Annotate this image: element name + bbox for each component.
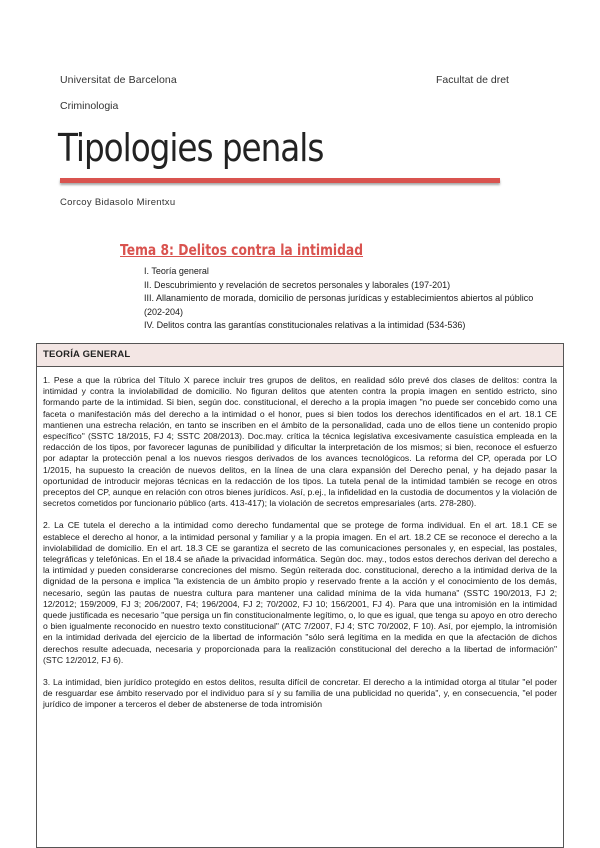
subject-name: Criminologia	[60, 100, 119, 112]
paragraph: 2. La CE tutela el derecho a la intimidad como derecho fundamental que se protege de forma individual. En el art. 18.1 CE se establece el derecho al honor, a la intimidad personal y familiar y a la propia imagen. En el art. 18.2 CE se reconoce el derecho a la inviolabilidad de domicilio. En el art. 18.3 CE se garantiza el secreto de las comunicaciones personales y, en especial, las postales, telegráficas y telefónicas. En el 18.4 se añade la privacidad informática. Según doc. may., todos estos derechos derivan del derecho a la intimidad y pueden considerarse concreciones del mismo. Según reiterada doc. constitucional, derecho a la intimidad deriva de la dignidad de la persona e implica "la existencia de un ámbito propio y reservado frente a la acción y el conocimiento de los demás, necesario, según las pautas de nuestra cultura para mantener una calidad mínima de la vida humana" (SSTC 190/2013, FJ 2; 12/2012; 159/2009, FJ 3; 206/2007, F4; 196/2004, FJ 2; 70/2002, FJ 10; 156/2001, FJ 4). Para que una intromisión en la intimidad quede justificada es necesario "que persiga un fin constitucionalmente legítimo, o, lo que es igual, que tenga su apoyo en otro derecho o bien igualmente reconocido en nuestro texto constitucional" (ATC 7/2007, FJ 4; STC 70/2002, F 10). Así, por ejemplo, la intromisión en la intimidad derivada del ejercicio de la libertad de información "sólo será legítima en la medida en que la afectación de dichos derechos resulte adecuada, necesaria y proporcionada para la realización constitucional del derecho a la libertad de información" (STC 12/2012, FJ 6).	[43, 520, 557, 665]
table-of-contents	[144, 265, 554, 333]
document-title: Tipologies penals	[58, 126, 324, 170]
section-body	[37, 367, 563, 711]
toc-item: IV. Delitos contra las garantías constitucionales relativas a la intimidad (534-536)	[144, 320, 466, 331]
section-heading: TEORÍA GENERAL	[37, 344, 563, 367]
section-box	[36, 343, 564, 848]
paragraph: 3. La intimidad, bien jurídico protegido en estos delitos, resulta difícil de concretar. El derecho a la intimidad otorga al titular "el poder de resguardar ese ámbito reservado por el individuo para sí y su familia de una publicidad no querida", y, en consecuencia, "el poder jurídico de imponer a terceros el deber de abstenerse de toda intromisión	[43, 677, 557, 710]
topic-heading: Tema 8: Delitos contra la intimidad	[120, 241, 364, 259]
faculty-name: Facultat de dret	[436, 74, 509, 86]
university-name: Universitat de Barcelona	[60, 74, 177, 86]
paragraph: 1. Pese a que la rúbrica del Título X parece incluir tres grupos de delitos, en realidad sólo prevé dos clases de delitos: contra la intimidad y contra la inviolabilidad de domicilio. No figuran delitos que atenten contra la propia imagen en sentido estricto, sino formando parte de la intimidad. Si bien, según doc. constitucional, el derecho a la propia imagen "no puede ser concebido como una faceta o manifestación más del derecho a la intimidad o el honor, pues si bien todos los derechos identificados en el art. 18.1 CE mantienen una estrecha relación, en tanto se inscriben en el ámbito de la personalidad, cada uno de ellos tiene un contenido propio específico" (SSTC 18/2015, FJ 4; SSTC 208/2013). Doc.may. crítica la técnica legislativa excesivamente casuística empleada en la redacción de los tipos, por favorecer lagunas de punibilidad y dificultar la interpretación de los mismos; si bien, reconoce el esfuerzo por adaptar la protección penal a los nuevos riesgos derivados de los avances tecnológicos. La reforma del CP, operada por LO 1/2015, ha supuesto la creación de nuevos delitos, en la línea de una clara expansión del Derecho penal, y ha dejado pasar la oportunidad de introducir mejoras técnicas en la redacción de los tipos. La tutela penal de la intimidad también se recoge en otros preceptos del CP, aunque en relación con otros bienes jurídicos. Así, p.ej., la infidelidad en la custodia de documentos y la violación de secretos cometidos por funcionario público (arts. 413-417); la violación de secretos empresariales (arts. 278-280).	[43, 375, 557, 509]
author-name: Corcoy Bidasolo Mirentxu	[60, 197, 176, 208]
title-underline-rule	[60, 178, 500, 183]
toc-item: II. Descubrimiento y revelación de secretos personales y laborales (197-201)	[144, 279, 451, 290]
toc-item: I. Teoría general	[144, 266, 209, 276]
toc-item: III. Allanamiento de morada, domicilio de personas jurídicas y establecimientos abiertos al público (202-204)	[144, 293, 534, 317]
